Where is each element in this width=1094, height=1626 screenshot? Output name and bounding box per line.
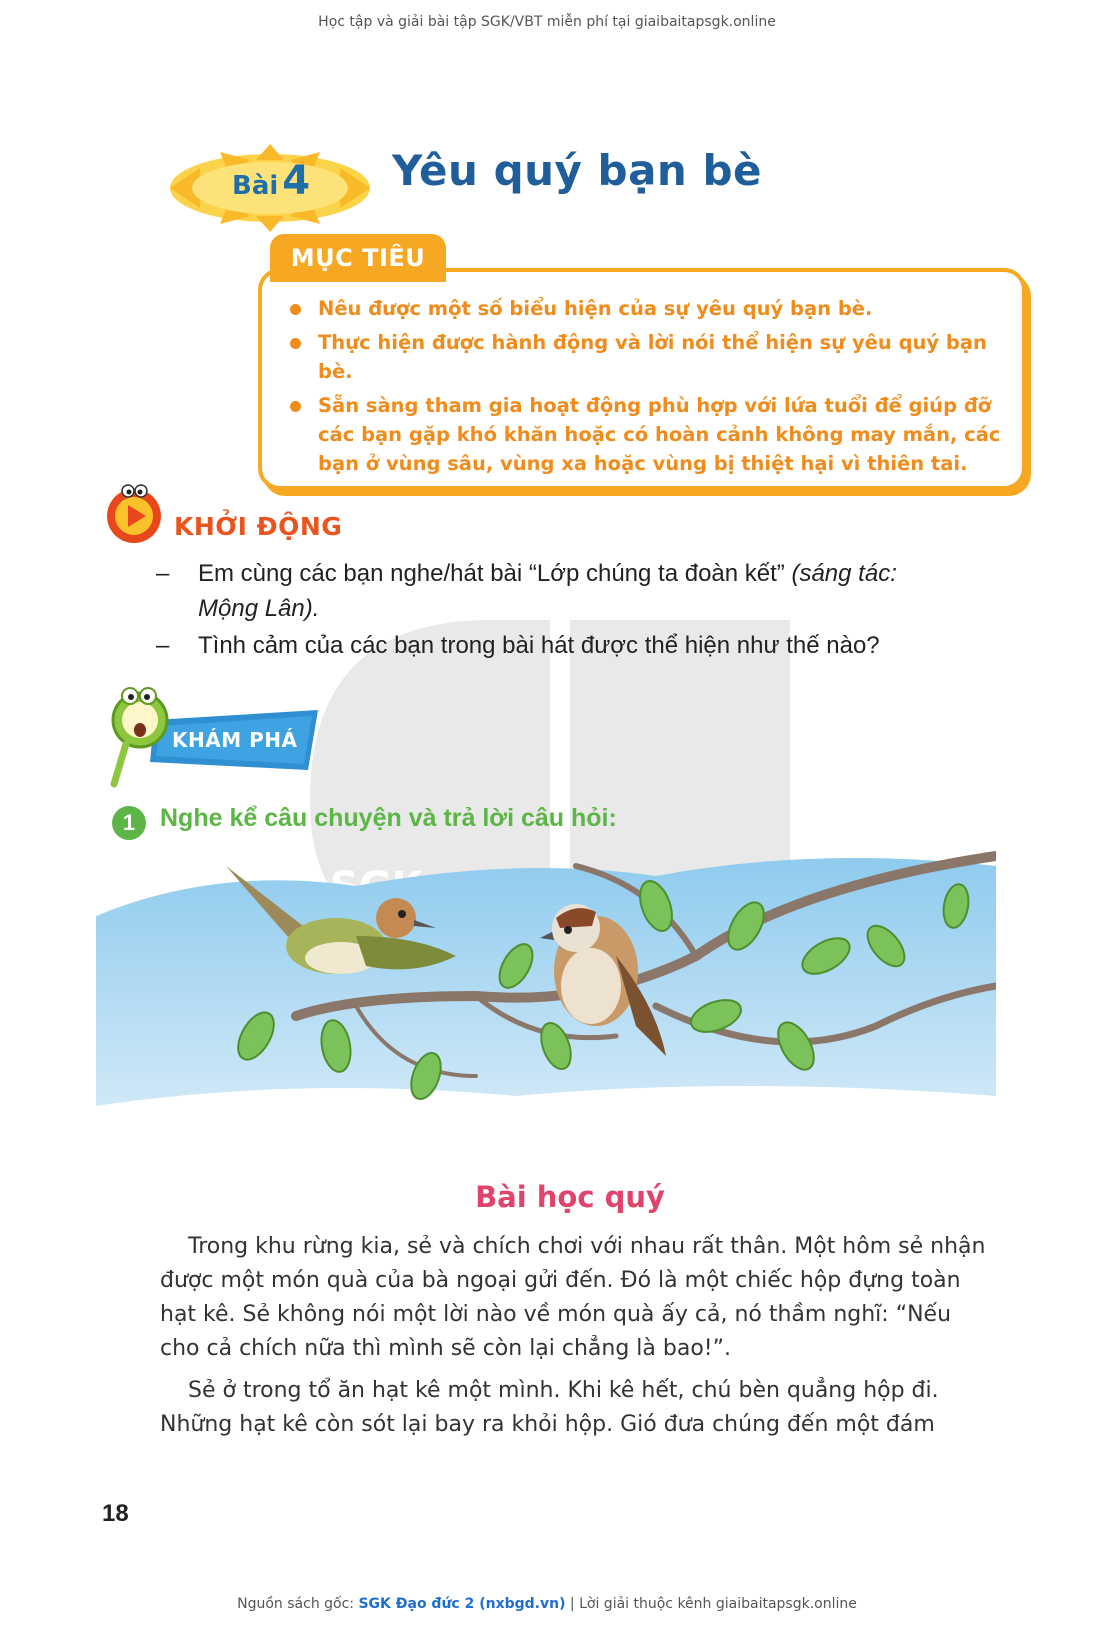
explore-section-title: KHÁM PHÁ — [172, 728, 298, 752]
objective-item: Nêu được một số biểu hiện của sự yêu quý bạn bè. — [290, 294, 1010, 323]
magnifier-mascot-icon — [108, 680, 178, 790]
dash-marker: – — [156, 560, 170, 587]
lesson-number — [232, 158, 310, 204]
objectives-tab — [270, 234, 446, 282]
objective-item: Sẵn sàng tham gia hoạt động phù hợp với lứa tuổi để giúp đỡ các bạn gặp khó khăn hoặc có hoàn cảnh không may mắn, các bạn ở vùng sâu, vùng xa hoặc vùng bị thiệt hại vì thiên tai. — [290, 391, 1010, 478]
start-section-title: KHỞI ĐỘNG — [174, 512, 343, 541]
bullet-icon — [290, 338, 301, 349]
birds-on-branch-illustration — [96, 846, 996, 1208]
dash-marker: – — [156, 632, 170, 659]
lesson-word: Bài — [232, 171, 279, 201]
activity-item: – Em cùng các bạn nghe/hát bài “Lớp chúng ta đoàn kết” (sáng tác: Mộng Lân). — [156, 556, 956, 626]
source-link[interactable]: SGK Đạo đức 2 (nxbgd.vn) — [358, 1596, 566, 1612]
song-credit: (sáng tác: Mộng Lân). — [198, 560, 897, 622]
objective-item: Thực hiện được hành động và lời nói thể hiện sự yêu quý bạn bè. — [290, 328, 1010, 386]
lesson-num: 4 — [282, 158, 311, 204]
story-paragraph: Sẻ ở trong tổ ăn hạt kê một mình. Khi kê hết, chú bèn quẳng hộp đi. Những hạt kê còn sót lại bay ra khỏi hộp. Gió đưa chúng đến một đám — [160, 1378, 939, 1437]
activity-item: – Tình cảm của các bạn trong bài hát được thể hiện như thế nào? — [156, 628, 956, 663]
story-title: Bài học quý — [475, 1180, 665, 1214]
start-play-icon — [104, 482, 166, 544]
objectives-list — [290, 294, 1010, 483]
page-number: 18 — [102, 1500, 129, 1527]
objectives-tab-label: MỤC TIÊU — [290, 244, 426, 272]
step-instruction: Nghe kể câu chuyện và trả lời câu hỏi: — [160, 804, 617, 832]
start-activity-list — [156, 556, 956, 665]
lesson-title: Yêu quý bạn bè — [392, 146, 763, 195]
bullet-icon — [290, 401, 301, 412]
story-text — [160, 1230, 990, 1450]
step-number-badge: 1 — [112, 806, 146, 840]
site-footer: Nguồn sách gốc: SGK Đạo đức 2 (nxbgd.vn) | Lời giải thuộc kênh giaibaitapsgk.online — [237, 1596, 857, 1612]
site-header: Học tập và giải bài tập SGK/VBT miễn phí tại giaibaitapsgk.online — [318, 14, 776, 30]
story-paragraph: Trong khu rừng kia, sẻ và chích chơi với nhau rất thân. Một hôm sẻ nhận được một món quà của bà ngoại gửi đến. Đó là một chiếc hộp đựng toàn hạt kê. Sẻ không nói một lời nào về món quà ấy cả, nó thầm nghĩ: “Nếu cho cả chích nữa thì mình sẽ còn lại chẳng là bao!”. — [160, 1234, 986, 1361]
bullet-icon — [290, 304, 301, 315]
